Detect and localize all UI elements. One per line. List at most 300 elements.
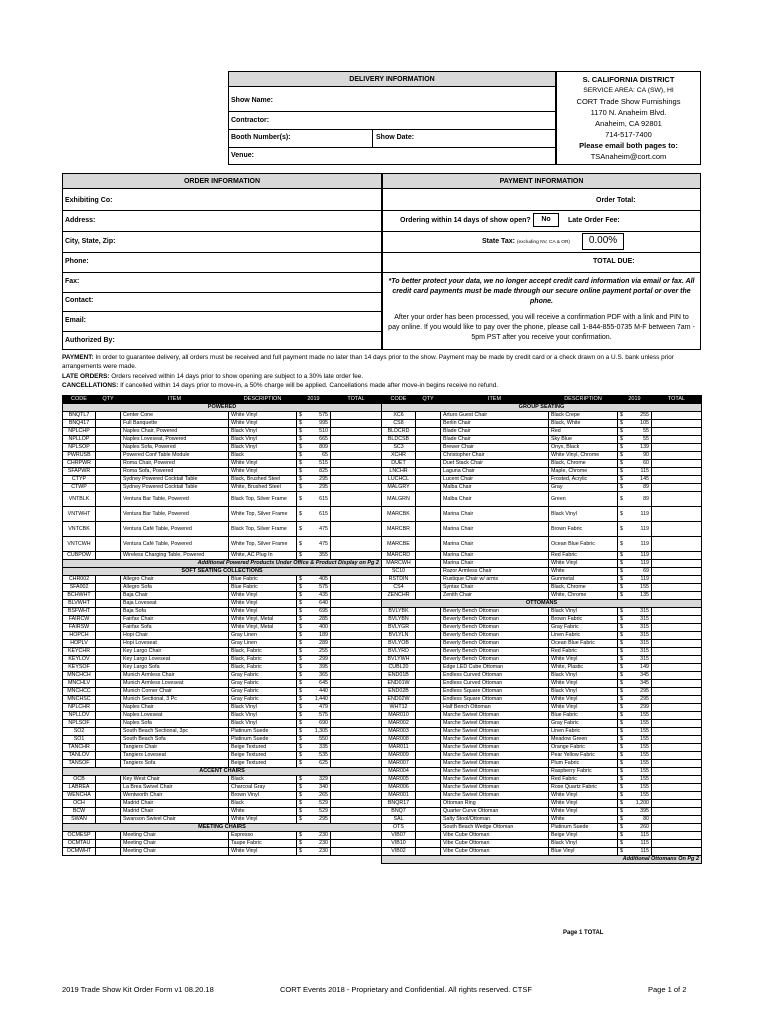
- line-total[interactable]: [652, 664, 702, 672]
- line-total[interactable]: [331, 616, 382, 624]
- qty-input[interactable]: [416, 436, 441, 444]
- qty-input[interactable]: [96, 672, 121, 680]
- qty-input[interactable]: [96, 632, 121, 640]
- line-total[interactable]: [331, 420, 382, 428]
- state-tax-input[interactable]: 0.00%: [582, 233, 624, 250]
- line-total[interactable]: [652, 522, 702, 537]
- district-title: S. CALIFORNIA DISTRICT: [582, 75, 675, 84]
- item-price: [297, 632, 331, 640]
- line-total[interactable]: [331, 460, 382, 468]
- item-name: Marche Swivel Ottoman: [441, 720, 549, 728]
- line-total[interactable]: [331, 752, 382, 760]
- line-total[interactable]: [331, 688, 382, 696]
- line-total[interactable]: [652, 537, 702, 552]
- currency-symbol: $: [299, 452, 302, 458]
- line-total[interactable]: [331, 776, 382, 784]
- qty-input[interactable]: [96, 522, 121, 537]
- qty-input[interactable]: [416, 608, 441, 616]
- line-total[interactable]: [331, 720, 382, 728]
- item-price: [297, 648, 331, 656]
- line-total[interactable]: [652, 608, 702, 616]
- qty-input[interactable]: [416, 704, 441, 712]
- qty-input[interactable]: [416, 840, 441, 848]
- qty-input[interactable]: [96, 584, 121, 592]
- line-total[interactable]: [331, 704, 382, 712]
- qty-input[interactable]: [416, 584, 441, 592]
- item-code: BCHWHT: [63, 592, 96, 600]
- line-total[interactable]: [652, 720, 702, 728]
- line-total[interactable]: [652, 632, 702, 640]
- item-code: LNCHR: [382, 468, 416, 476]
- line-total[interactable]: [652, 816, 702, 824]
- exhibiting-label: Exhibiting Co:: [65, 197, 113, 204]
- line-total[interactable]: [331, 736, 382, 744]
- qty-input[interactable]: [416, 792, 441, 800]
- company-email[interactable]: TSAnaheim@cort.com: [590, 152, 667, 161]
- line-total[interactable]: [652, 784, 702, 792]
- price-value: 479: [319, 704, 328, 710]
- qty-input[interactable]: [416, 568, 441, 576]
- qty-input[interactable]: [96, 800, 121, 808]
- table-row: [63, 412, 382, 420]
- item-description: Black, Brushed Steel: [229, 476, 297, 484]
- line-total[interactable]: [652, 552, 702, 560]
- item-price: [297, 576, 331, 584]
- qty-input[interactable]: [96, 640, 121, 648]
- line-total[interactable]: [652, 800, 702, 808]
- line-total[interactable]: [652, 728, 702, 736]
- price-value: 295: [319, 484, 328, 490]
- item-description: Ocean Blue Fabric: [549, 640, 618, 648]
- qty-input[interactable]: [416, 808, 441, 816]
- qty-input[interactable]: [96, 848, 121, 856]
- column-header-code: CODE: [382, 396, 416, 404]
- price-value: 230: [319, 840, 328, 846]
- qty-input[interactable]: [96, 744, 121, 752]
- line-total[interactable]: [652, 808, 702, 816]
- column-header-total: TOTAL: [331, 396, 382, 404]
- line-total[interactable]: [331, 624, 382, 632]
- line-total[interactable]: [331, 744, 382, 752]
- line-total[interactable]: [652, 468, 702, 476]
- qty-input[interactable]: [96, 468, 121, 476]
- qty-input[interactable]: [416, 784, 441, 792]
- line-total[interactable]: [331, 712, 382, 720]
- table-row: [63, 640, 382, 648]
- currency-symbol: $: [299, 540, 302, 547]
- line-total[interactable]: [652, 476, 702, 484]
- line-total[interactable]: [652, 436, 702, 444]
- item-name: Ventura Bar Table, Powered: [121, 507, 229, 522]
- line-total[interactable]: [652, 492, 702, 507]
- item-name: Blade Chair: [441, 436, 549, 444]
- qty-input[interactable]: [416, 720, 441, 728]
- line-total[interactable]: [331, 468, 382, 476]
- qty-input[interactable]: [416, 616, 441, 624]
- qty-input[interactable]: [96, 412, 121, 420]
- item-description: Brown Fabric: [549, 522, 618, 537]
- item-name: Malba Chair: [441, 484, 549, 492]
- qty-input[interactable]: [96, 752, 121, 760]
- header-row: [63, 396, 382, 404]
- line-total[interactable]: [652, 712, 702, 720]
- line-total[interactable]: [331, 656, 382, 664]
- qty-input[interactable]: [416, 632, 441, 640]
- item-code: CTYP: [63, 476, 96, 484]
- line-total[interactable]: [652, 624, 702, 632]
- qty-input[interactable]: [96, 728, 121, 736]
- line-total[interactable]: [652, 672, 702, 680]
- line-total[interactable]: [331, 848, 382, 856]
- line-total[interactable]: [331, 576, 382, 584]
- line-total[interactable]: [652, 848, 702, 856]
- item-description: Plum Fabric: [549, 760, 618, 768]
- qty-input[interactable]: [96, 664, 121, 672]
- line-total[interactable]: [652, 792, 702, 800]
- column-header-qty: QTY: [416, 396, 441, 404]
- qty-input[interactable]: [96, 552, 121, 560]
- qty-input[interactable]: [416, 736, 441, 744]
- qty-input[interactable]: [416, 522, 441, 537]
- qty-input[interactable]: [416, 452, 441, 460]
- item-description: Brown Fabric: [549, 616, 618, 624]
- table-row: [63, 600, 382, 608]
- qty-input[interactable]: [416, 752, 441, 760]
- qty-input[interactable]: [416, 576, 441, 584]
- line-total[interactable]: [331, 484, 382, 492]
- line-total[interactable]: [652, 840, 702, 848]
- qty-input[interactable]: [96, 712, 121, 720]
- table-row: [382, 824, 702, 832]
- qty-input[interactable]: [416, 656, 441, 664]
- qty-input[interactable]: [416, 712, 441, 720]
- qty-input[interactable]: [416, 624, 441, 632]
- table-row: [382, 568, 702, 576]
- item-code: MARCRD: [382, 552, 416, 560]
- item-description: Gray Fabric: [229, 688, 297, 696]
- qty-input[interactable]: [416, 688, 441, 696]
- line-total[interactable]: [652, 832, 702, 840]
- item-price: [297, 552, 331, 560]
- line-total[interactable]: [331, 632, 382, 640]
- table-row: [382, 680, 702, 688]
- price-value: 155: [640, 720, 649, 726]
- qty-input[interactable]: [416, 420, 441, 428]
- item-description: Red: [549, 428, 618, 436]
- qty-input[interactable]: [416, 460, 441, 468]
- line-total[interactable]: [331, 672, 382, 680]
- line-total[interactable]: [331, 840, 382, 848]
- item-price: [618, 832, 652, 840]
- currency-symbol: $: [620, 428, 623, 434]
- line-total[interactable]: [331, 552, 382, 560]
- qty-input[interactable]: [96, 576, 121, 584]
- line-total[interactable]: [331, 476, 382, 484]
- service-area: SERVICE AREA: CA (SW), HI: [583, 87, 674, 94]
- item-code: ZENCHR: [382, 592, 416, 600]
- price-value: 260: [640, 824, 649, 830]
- item-description: White Vinyl: [229, 468, 297, 476]
- item-name: Ottoman Ring: [441, 800, 549, 808]
- qty-input[interactable]: [96, 476, 121, 484]
- currency-symbol: $: [620, 736, 623, 742]
- line-total[interactable]: [652, 688, 702, 696]
- item-code: BVLYWH: [382, 656, 416, 664]
- qty-input[interactable]: [96, 592, 121, 600]
- qty-input[interactable]: [96, 428, 121, 436]
- item-code: PWRUSB: [63, 452, 96, 460]
- line-total[interactable]: [331, 600, 382, 608]
- line-total[interactable]: [652, 460, 702, 468]
- line-total[interactable]: [331, 680, 382, 688]
- item-code: BNQ7: [382, 808, 416, 816]
- item-description: Gray Fabric: [549, 720, 618, 728]
- qty-input[interactable]: [416, 552, 441, 560]
- qty-input[interactable]: [416, 648, 441, 656]
- qty-input[interactable]: [416, 507, 441, 522]
- qty-input[interactable]: [96, 776, 121, 784]
- item-name: Marina Chair: [441, 537, 549, 552]
- price-value: 119: [640, 552, 649, 558]
- line-total[interactable]: [652, 704, 702, 712]
- line-total[interactable]: [652, 576, 702, 584]
- item-price: [297, 420, 331, 428]
- qty-input[interactable]: [96, 436, 121, 444]
- item-description: White Vinyl: [229, 848, 297, 856]
- price-value: 515: [319, 460, 328, 466]
- line-total[interactable]: [331, 592, 382, 600]
- item-code: MAR011: [382, 744, 416, 752]
- line-total[interactable]: [652, 507, 702, 522]
- line-total[interactable]: [652, 412, 702, 420]
- line-total[interactable]: [652, 648, 702, 656]
- table-row: [63, 507, 382, 522]
- item-description: Platinum Suede: [549, 824, 618, 832]
- qty-input[interactable]: [96, 537, 121, 552]
- item-description: White, Chrome: [549, 592, 618, 600]
- qty-input[interactable]: [96, 492, 121, 507]
- line-total[interactable]: [331, 784, 382, 792]
- line-total[interactable]: [331, 696, 382, 704]
- qty-input[interactable]: [416, 476, 441, 484]
- qty-input[interactable]: [416, 824, 441, 832]
- qty-input[interactable]: [96, 816, 121, 824]
- price-value: 640: [319, 600, 328, 606]
- qty-input[interactable]: [96, 832, 121, 840]
- item-description: Espresso: [229, 832, 297, 840]
- qty-input[interactable]: [96, 704, 121, 712]
- item-price: [297, 444, 331, 452]
- qty-input[interactable]: [416, 672, 441, 680]
- price-value: 529: [319, 808, 328, 814]
- item-price: [618, 752, 652, 760]
- currency-symbol: $: [620, 525, 623, 532]
- line-total[interactable]: [331, 584, 382, 592]
- line-total[interactable]: [331, 428, 382, 436]
- qty-input[interactable]: [416, 768, 441, 776]
- line-total[interactable]: [331, 492, 382, 507]
- item-code: MAR006: [382, 784, 416, 792]
- item-price: [297, 460, 331, 468]
- item-name: Lucent Chair: [441, 476, 549, 484]
- item-name: Marina Chair: [441, 552, 549, 560]
- qty-input[interactable]: [416, 484, 441, 492]
- qty-input[interactable]: [96, 484, 121, 492]
- qty-input[interactable]: [96, 507, 121, 522]
- qty-input[interactable]: [96, 460, 121, 468]
- line-total[interactable]: [652, 452, 702, 460]
- qty-input[interactable]: [416, 560, 441, 568]
- table-row: [382, 624, 702, 632]
- currency-symbol: $: [620, 552, 623, 558]
- line-total[interactable]: [331, 452, 382, 460]
- qty-input[interactable]: [416, 760, 441, 768]
- line-total[interactable]: [652, 744, 702, 752]
- line-total[interactable]: [652, 640, 702, 648]
- line-total[interactable]: [652, 680, 702, 688]
- item-name: Marche Swivel Ottoman: [441, 712, 549, 720]
- qty-input[interactable]: [96, 608, 121, 616]
- table-row: [63, 576, 382, 584]
- qty-input[interactable]: [96, 680, 121, 688]
- line-total[interactable]: [652, 656, 702, 664]
- item-price: [297, 672, 331, 680]
- qty-input[interactable]: [416, 492, 441, 507]
- line-total[interactable]: [331, 412, 382, 420]
- line-total[interactable]: [652, 560, 702, 568]
- qty-input[interactable]: [416, 800, 441, 808]
- line-total[interactable]: [652, 616, 702, 624]
- line-total[interactable]: [331, 760, 382, 768]
- line-total[interactable]: [331, 808, 382, 816]
- currency-symbol: $: [299, 656, 302, 662]
- table-row: [63, 720, 382, 728]
- item-name: Munich Armless Loveseat: [121, 680, 229, 688]
- qty-input[interactable]: [96, 624, 121, 632]
- item-code: OCMESP: [63, 832, 96, 840]
- line-total[interactable]: [652, 584, 702, 592]
- line-total[interactable]: [652, 444, 702, 452]
- item-description: Red Fabric: [549, 776, 618, 784]
- price-value: 529: [319, 800, 328, 806]
- qty-input[interactable]: [416, 776, 441, 784]
- item-code: VIB07: [382, 832, 416, 840]
- qty-input[interactable]: [96, 452, 121, 460]
- item-description: Red Fabric: [549, 648, 618, 656]
- line-total[interactable]: [652, 736, 702, 744]
- table-row: [63, 436, 382, 444]
- qty-input[interactable]: [96, 792, 121, 800]
- line-total[interactable]: [331, 444, 382, 452]
- line-total[interactable]: [331, 816, 382, 824]
- qty-input[interactable]: [416, 816, 441, 824]
- line-total[interactable]: [652, 760, 702, 768]
- qty-input[interactable]: [96, 720, 121, 728]
- line-total[interactable]: [331, 664, 382, 672]
- price-value: 575: [319, 712, 328, 718]
- qty-input[interactable]: [96, 808, 121, 816]
- item-name: Roma Chair, Powered: [121, 460, 229, 468]
- qty-input[interactable]: [416, 640, 441, 648]
- within-14-select[interactable]: No: [533, 213, 559, 227]
- qty-input[interactable]: [96, 696, 121, 704]
- line-total[interactable]: [331, 728, 382, 736]
- qty-input[interactable]: [96, 648, 121, 656]
- price-value: 395: [319, 664, 328, 670]
- qty-input[interactable]: [96, 760, 121, 768]
- qty-input[interactable]: [416, 412, 441, 420]
- line-total[interactable]: [652, 752, 702, 760]
- item-description: White Vinyl: [549, 704, 618, 712]
- price-value: 615: [319, 495, 328, 502]
- line-total[interactable]: [331, 522, 382, 537]
- item-name: Razor Armless Chair: [441, 568, 549, 576]
- qty-input[interactable]: [416, 428, 441, 436]
- line-total[interactable]: [652, 428, 702, 436]
- line-total[interactable]: [331, 507, 382, 522]
- qty-input[interactable]: [416, 444, 441, 452]
- line-total[interactable]: [331, 800, 382, 808]
- qty-input[interactable]: [96, 736, 121, 744]
- table-row: [63, 752, 382, 760]
- item-name: Allegro Chair: [121, 576, 229, 584]
- line-total[interactable]: [331, 640, 382, 648]
- qty-input[interactable]: [96, 688, 121, 696]
- item-price: [618, 720, 652, 728]
- qty-input[interactable]: [416, 744, 441, 752]
- item-name: Swanson Swivel Chair: [121, 816, 229, 824]
- line-total[interactable]: [331, 792, 382, 800]
- qty-input[interactable]: [96, 616, 121, 624]
- qty-input[interactable]: [416, 832, 441, 840]
- line-total[interactable]: [652, 696, 702, 704]
- item-name: Tangiers Chair: [121, 744, 229, 752]
- qty-input[interactable]: [96, 840, 121, 848]
- line-total[interactable]: [652, 484, 702, 492]
- qty-input[interactable]: [96, 784, 121, 792]
- currency-symbol: $: [299, 576, 302, 582]
- line-total[interactable]: [331, 608, 382, 616]
- line-total[interactable]: [331, 832, 382, 840]
- qty-input[interactable]: [416, 680, 441, 688]
- qty-input[interactable]: [416, 664, 441, 672]
- line-total[interactable]: [652, 592, 702, 600]
- qty-input[interactable]: [416, 537, 441, 552]
- item-price: [297, 640, 331, 648]
- line-total[interactable]: [652, 768, 702, 776]
- qty-input[interactable]: [416, 696, 441, 704]
- qty-input[interactable]: [96, 444, 121, 452]
- line-total[interactable]: [331, 436, 382, 444]
- line-total[interactable]: [652, 776, 702, 784]
- qty-input[interactable]: [416, 848, 441, 856]
- line-total[interactable]: [331, 648, 382, 656]
- qty-input[interactable]: [96, 600, 121, 608]
- section-title: ACCENT CHAIRS: [63, 768, 382, 776]
- qty-input[interactable]: [416, 468, 441, 476]
- item-description: Black, Chrome: [549, 460, 618, 468]
- line-total[interactable]: [652, 824, 702, 832]
- item-name: Powered Conf Table Module: [121, 452, 229, 460]
- line-total[interactable]: [652, 420, 702, 428]
- line-total[interactable]: [652, 568, 702, 576]
- qty-input[interactable]: [96, 656, 121, 664]
- qty-input[interactable]: [96, 420, 121, 428]
- currency-symbol: $: [620, 728, 623, 734]
- qty-input[interactable]: [416, 592, 441, 600]
- qty-input[interactable]: [416, 728, 441, 736]
- line-total[interactable]: [331, 537, 382, 552]
